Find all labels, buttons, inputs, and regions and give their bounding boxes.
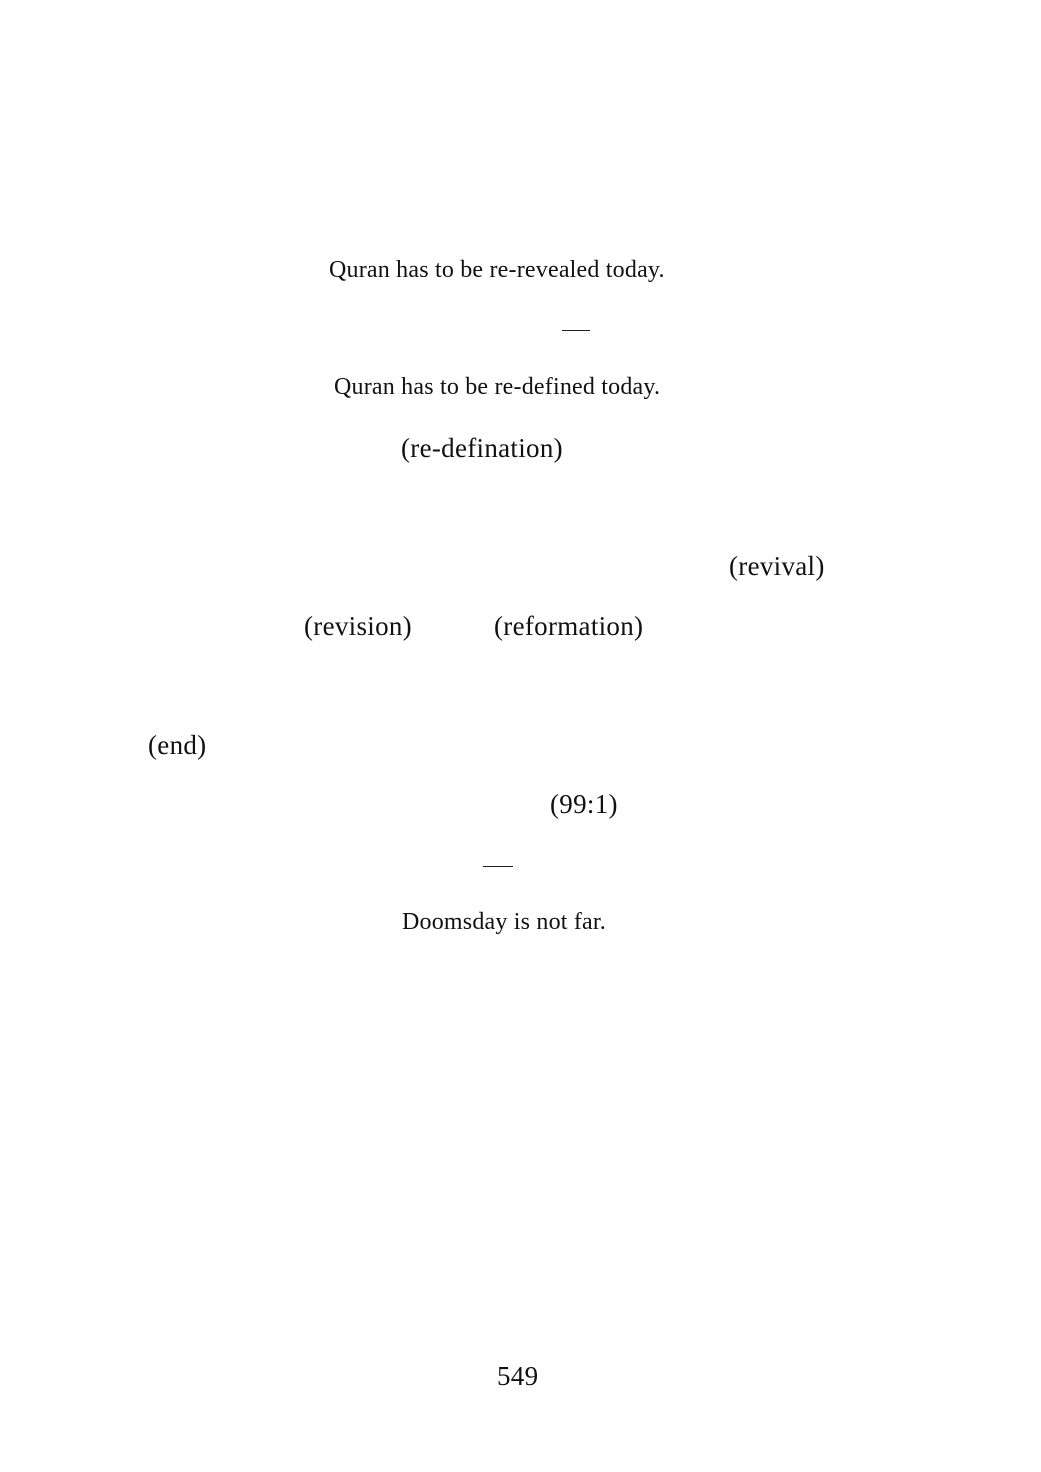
sentence-re-revealed: Quran has to be re-revealed today. bbox=[329, 257, 665, 283]
separator-dash bbox=[562, 330, 590, 331]
term-re-defination: (re-defination) bbox=[401, 433, 563, 463]
sentence-re-defined: Quran has to be re-defined today. bbox=[334, 374, 661, 400]
term-reformation: (reformation) bbox=[494, 611, 644, 641]
term-revision: (revision) bbox=[304, 611, 412, 641]
page-number: 549 bbox=[497, 1361, 539, 1391]
verse-reference: (99:1) bbox=[550, 789, 618, 819]
sentence-doomsday: Doomsday is not far. bbox=[402, 909, 606, 935]
separator-dash bbox=[483, 866, 513, 867]
term-revival: (revival) bbox=[729, 551, 825, 581]
term-end: (end) bbox=[148, 730, 207, 760]
